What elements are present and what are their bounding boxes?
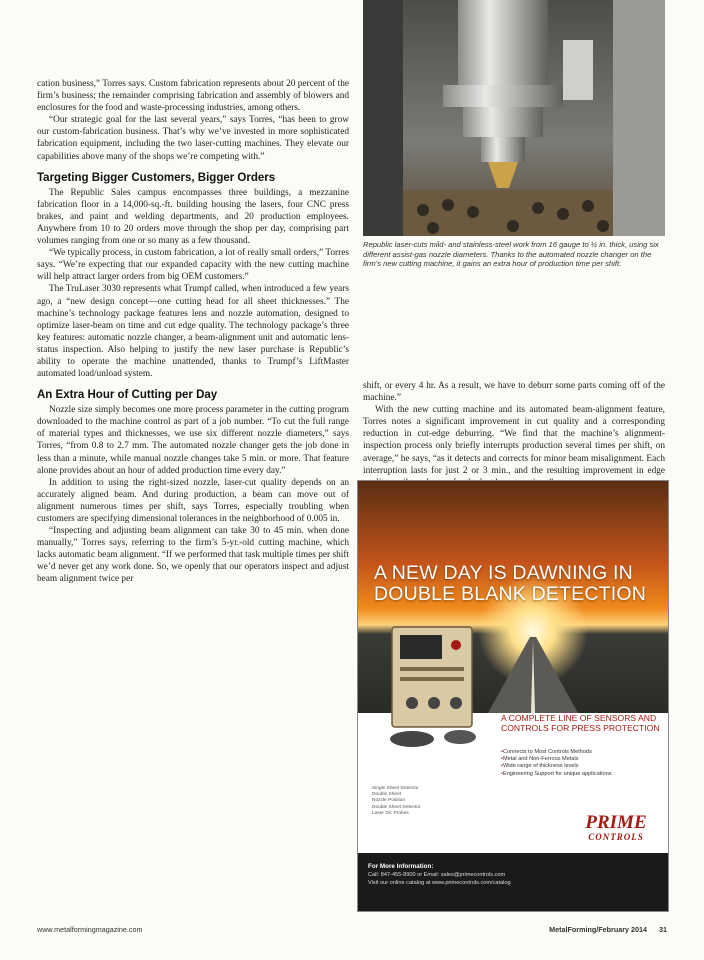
body-paragraph: The TruLaser 3030 represents what Trumpf called, when introduced a few years ago, a “new design concept—one cutting head for all sheet thicknesses.” The machine’s technology package features lens and nozzle automation, designed to optimize laser-beam on time and cut edge quality. The technology package’s three key features: automatic nozzle changer, a beam-alignment unit and automatic lens-status inspection. Also helping to justify the new laser purchase is Republic’s ability to operate the machine unattended, thanks to Trumpf’s LiftMaster automated load/unload system. — [37, 284, 349, 380]
article-left-column — [37, 78, 349, 586]
ad-device-item: Double Sheet — [372, 792, 402, 798]
ad-headline-line1: A NEW DAY IS DAWNING IN — [374, 562, 633, 584]
ad-contact-heading: For More Information: — [368, 863, 434, 870]
ad-device-item: Nozzle Position — [372, 798, 406, 804]
ad-feature-item: • Connects to Most Controls Methods — [501, 749, 661, 756]
logo-line1: PRIME — [585, 812, 647, 833]
page-number: 31 — [659, 925, 667, 934]
page-footer — [37, 925, 667, 937]
ad-feature-list — [501, 749, 661, 778]
photo-caption: Republic laser-cuts mild- and stainless-steel work from 16 gauge to ½ in. thick, using six different assist-gas nozzle diameters. Thanks to the automated nozzle changer on the firm’s new cutting machine, it gains an extra hour of production time per shift. — [363, 240, 659, 269]
ad-contact-footer — [358, 853, 668, 911]
logo-line2: CONTROLS — [588, 832, 644, 842]
ad-device-item: Single Sheet Detector — [372, 786, 419, 791]
controller-box-image — [382, 621, 492, 751]
body-paragraph: “Our strategic goal for the last several years,” says Torres, “has been to grow our custom-fabrication business. That’s why we’ve invested in more sophisticated fabrication equipment, including the two laser-cutting machines. They elevate our capabilities above many of the shops we’re competing with.” — [37, 115, 349, 162]
ad-feature-item: • Engineering Support for unique applications — [501, 771, 661, 778]
ad-feature-item: • Wide range of thickness levels — [501, 763, 661, 770]
ad-feature-item: • Metal and Non-Ferrous Metals — [501, 756, 661, 763]
ad-device-item: Laser DC Probes — [372, 810, 409, 816]
magazine-url[interactable]: www.metalformingmagazine.com — [37, 925, 143, 934]
magazine-issue: MetalForming/February 2014 — [549, 925, 647, 934]
ad-contact-phone-email[interactable]: Call: 847-455-8900 or Email: sales@primecontrols.com — [368, 872, 506, 878]
body-paragraph: With the new cutting machine and its automated beam-alignment feature, Torres notes a significant improvement in cut quality and a corresponding reduction in cut-edge deburring. “We find that the machine’s alignment-inspection process only briefly interrupts production several times per shift, on average,” he says, “as it detects and corrects for minor beam misalignment. Each interruption lasts for just 2 or 3 min., and the resulting improvement in edge — [363, 405, 665, 476]
section-heading: Targeting Bigger Customers, Bigger Orders — [37, 171, 276, 184]
section-heading: An Extra Hour of Cutting per Day — [37, 389, 218, 402]
body-paragraph: “Inspecting and adjusting beam alignment can take 30 to 45 min. when done manually,” Torres says, referring to the firm’s 5-yr.-old cutting machine, which lacks automatic beam alignment. “If we performed that task multiple times per shift we’d never get any work done. So, we openly that our operators inspect and adjust beam alignment twice per — [37, 526, 349, 585]
ad-device-item: Double Sheet Detector — [372, 804, 421, 810]
body-paragraph: “We typically process, in custom fabrication, a lot of really small orders,” Torres says. “We’re expecting that our expanded capacity with the new cutting machine will help attract larger orders from big OEM customers.” — [37, 248, 349, 283]
body-paragraph: shift, or every 4 hr. As a result, we have to deburr some parts coming off of the machine.” — [363, 381, 665, 404]
body-paragraph: Nozzle size simply becomes one more process parameter in the cutting program downloaded to the machine control as part of a job number. “To cut the full range of material types and thicknesses, we use six different nozzle diameters,” says Torres, “from 0.8 to 2.7 mm. The automated nozzle changer gets the job done in less than a minute, while manual nozzle changes take 5 min. or more. That feature alone provides about an hour of added production time every day.” — [37, 405, 349, 476]
ad-headline — [374, 563, 664, 605]
laser-cutting-head-photo — [363, 0, 665, 236]
ad-device-list — [372, 786, 462, 817]
body-paragraph: The Republic Sales campus encompasses three buildings, a mezzanine fabrication floor in a 14,000-sq.-ft. building housing the lasers, four CNC press brakes, and paint and welding departments, and 20 production employees. Anywhere from 10 to 20 orders move through the shop per day, comprising part volumes ranging from one or so many as a few thousand. — [37, 187, 349, 247]
ad-tagline: A COMPLETE LINE OF SENSORS AND CONTROLS FOR PRESS PROTECTION — [501, 713, 660, 733]
ad-catalog-link[interactable]: Visit our online catalog at www.primecontrols.com/catalog — [368, 880, 511, 886]
prime-controls-advertisement[interactable] — [357, 480, 669, 912]
prime-controls-logo — [568, 813, 664, 842]
ad-headline-line2: DOUBLE BLANK DETECTION — [374, 583, 647, 605]
body-paragraph: In addition to using the right-sized nozzle, laser-cut quality depends on an accurately aligned beam. And during production, a beam can move out of alignment numerous times per shift, says Torres, especially troubling when customers are specifying dimensional tolerances in the neighborhood of 0.005 in. — [37, 477, 349, 524]
laser-machine-illustration — [363, 0, 665, 236]
body-paragraph: cation business,” Torres says. Custom fabrication represents about 20 percent of the firm’s business; the remainder comprising fabrication and assembly of blowers and enclosures for the food and waste-processing industries, among others. — [37, 79, 349, 114]
